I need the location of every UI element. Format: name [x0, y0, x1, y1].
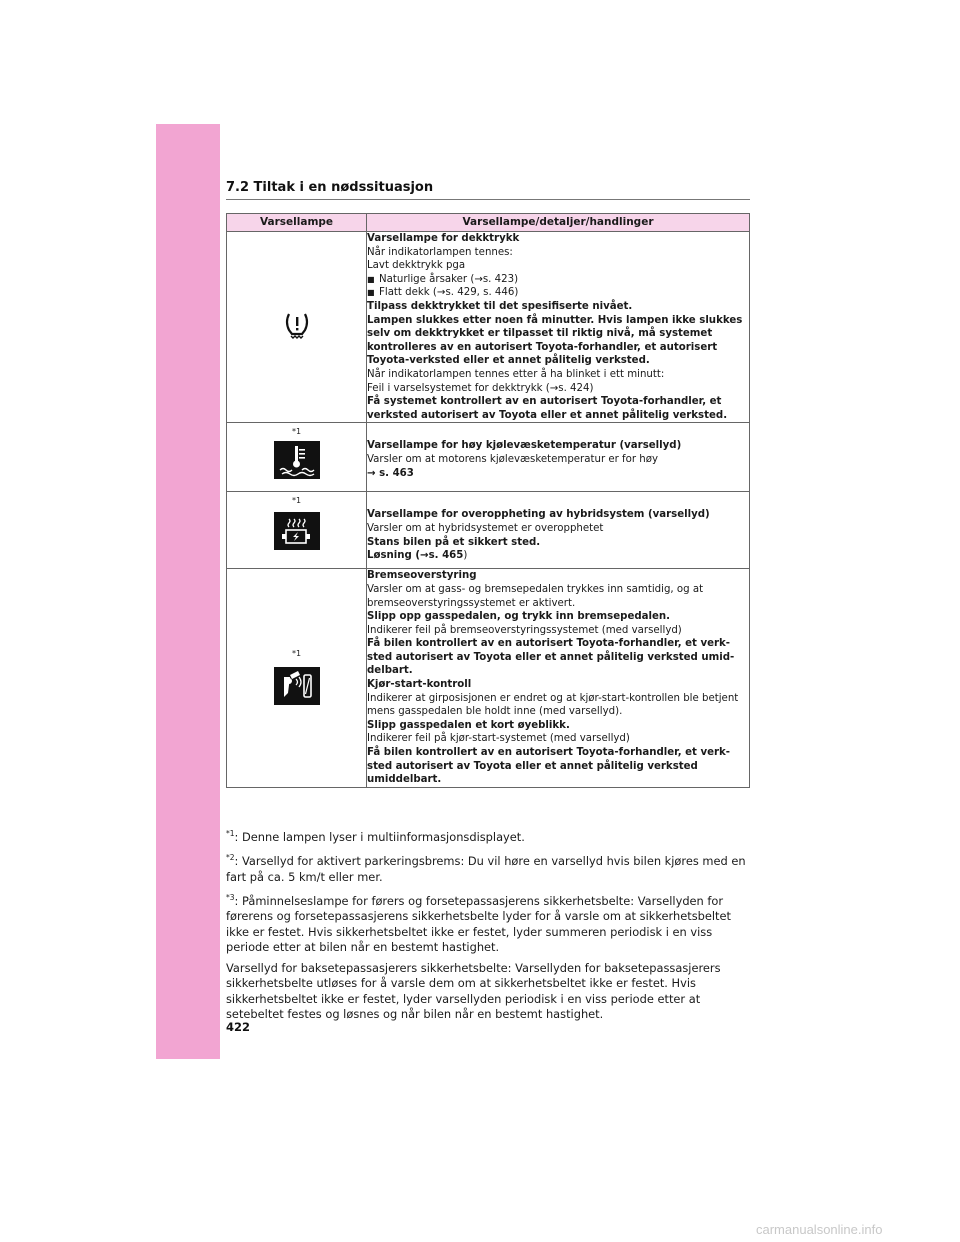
details-cell [367, 492, 750, 569]
detail-text: Lavt dekktrykk pga [367, 260, 466, 272]
detail-text: Varsler om at hybridsystemet er overopphetet [367, 522, 604, 534]
footnote-1 [226, 826, 750, 845]
watermark: carmanualsonline.info [756, 1222, 883, 1237]
lamp-title: Bremseoverstyring [367, 570, 477, 582]
footnote-text: : Varsellyd for aktivert parkeringsbrems: Du vil høre en varsellyd hvis bilen kjøres med en fart på ca. 5 km/t eller mer. [226, 854, 746, 884]
solution-line [367, 549, 749, 563]
icon-cell [227, 232, 367, 423]
details-cell [367, 569, 750, 788]
footnote-text: : Påminnelseslampe for førers og forsetepassasjerens sikkerhetsbelte: Varsellyden for førerens og forsetepassasjerens sikkerhetsbelte lyder for å varsle om at sikkerhetsbeltet ikke er festet. Hvis sikkerhetsbeltet ikke er festet, lyder summeren periodisk i en viss periode etter at bilen når en bestemt hastighet. [226, 893, 731, 955]
detail-text: Indikerer feil på bremseoverstyringssystemet (med varsellyd) [367, 624, 682, 636]
action-text: Stans bilen på et sikkert sted. [367, 536, 541, 548]
footnote-text: : Denne lampen lyser i multiinformasjonsdisplayet. [234, 829, 525, 844]
lamp-title: Varsellampe for overoppheting av hybridsystem (varsellyd) [367, 509, 710, 521]
footnote-marker: *1 [291, 649, 302, 659]
table-row [227, 569, 750, 788]
footnote-marker: *3 [226, 893, 235, 903]
action-text: Slipp gasspedalen et kort øyeblikk. [367, 719, 570, 731]
page-reference: → s. 463 [367, 467, 414, 479]
solution-suffix: ) [463, 550, 468, 562]
action-text: Få systemet kontrollert av en autorisert Toyota-forhandler, et verksted autorisert av Toyota eller et annet pålitelig verksted. [367, 396, 728, 421]
brake-override-icon [274, 667, 320, 710]
action-text: Slipp opp gasspedalen, og trykk inn bremsepedalen. [367, 611, 671, 623]
icon-cell [227, 569, 367, 788]
footnote-3 [226, 890, 750, 956]
hybrid-system-overheat-icon [274, 512, 320, 555]
footnote-4: Varsellyd for baksetepassasjerers sikkerhetsbelte: Varsellyden for baksetepassasjerers sikkerhetsbelte utløses for å varsle dem om at sikkerhetsbeltet ikke er festet. Hvis sikkerhetsbeltet ikke er festet, lyder varsellyden periodisk i en viss periode etter at setebeltet festes og løsnes og når bilen når en bestemt hastighet. [226, 960, 721, 1022]
footnote-marker: *1 [291, 427, 302, 437]
table-row [227, 492, 750, 569]
footnote-marker: *1 [226, 829, 235, 838]
coolant-temperature-icon [274, 441, 320, 484]
footnote-marker: *2 [226, 853, 235, 863]
lamp-title: Varsellampe for høy kjølevæsketemperatur (varsellyd) [367, 440, 682, 452]
icon-cell [227, 492, 367, 569]
detail-text: Når indikatorlampen tennes: [367, 246, 513, 258]
lamp-title: Varsellampe for dekktrykk [367, 233, 520, 244]
bullet-item: ■ Flatt dekk (→s. 429, s. 446) [367, 286, 749, 300]
footnote-marker: *1 [291, 496, 302, 506]
page-reference: →s. 465 [420, 550, 464, 562]
detail-text: Varsler om at motorens kjølevæsketemperatur er for høy [367, 453, 659, 465]
action-text: Lampen slukkes etter noen få minutter. Hvis lampen ikke slukkes selv om dekktrykket er tilpasset til riktig nivå, må systemet kontrolleres av en autorisert Toyota-forhandler, et autorisert Toyota-verksted eller et annet pålitelig verksted. [367, 314, 743, 367]
action-text: Få bilen kontrollert av en autorisert Toyota-forhandler, et verk-sted autorisert av Toyota eller et annet pålitelig verksted umid-delbart. [367, 638, 735, 677]
bullet-item: ■ Naturlige årsaker (→s. 423) [367, 273, 749, 287]
detail-text: Indikerer at girposisjonen er endret og at kjør-start-kontrollen ble betjent mens gasspedalen ble holdt inne (med varsellyd). [367, 692, 739, 718]
table-header-row [227, 214, 750, 232]
col-header-details: Varsellampe/detaljer/handlinger [367, 214, 750, 232]
lamp-title: Kjør-start-kontroll [367, 679, 472, 691]
detail-text: Feil i varselsystemet for dekktrykk (→s. 424) [367, 382, 594, 394]
detail-text: Varsler om at gass- og bremsepedalen trykkes inn samtidig, og at bremseoverstyringssystemet er aktivert. [367, 583, 704, 609]
table-row [227, 232, 750, 423]
footnote-2 [226, 850, 750, 885]
details-cell [367, 423, 750, 492]
page-number: 422 [226, 1020, 251, 1034]
detail-text: Indikerer feil på kjør-start-systemet (med varsellyd) [367, 733, 630, 745]
header-rule [226, 199, 750, 200]
detail-text: Når indikatorlampen tennes etter å ha blinket i ett minutt: [367, 368, 665, 380]
chapter-side-tab [156, 124, 220, 1059]
col-header-lamp: Varsellampe [227, 214, 367, 232]
tire-pressure-icon [282, 310, 312, 345]
action-text: Tilpass dekktrykket til det spesifiserte nivået. [367, 300, 633, 312]
details-cell [367, 232, 750, 423]
action-text: Få bilen kontrollert av en autorisert Toyota-forhandler, et verk-sted autorisert av Toyota eller et annet pålitelig verksted umiddelbart. [367, 747, 731, 786]
solution-prefix: Løsning ( [367, 550, 421, 562]
icon-cell [227, 423, 367, 492]
table-row [227, 423, 750, 492]
footnotes [226, 826, 750, 1028]
warning-lamp-table [226, 213, 750, 788]
section-header: 7.2 Tiltak i en nødssituasjon [226, 180, 434, 195]
